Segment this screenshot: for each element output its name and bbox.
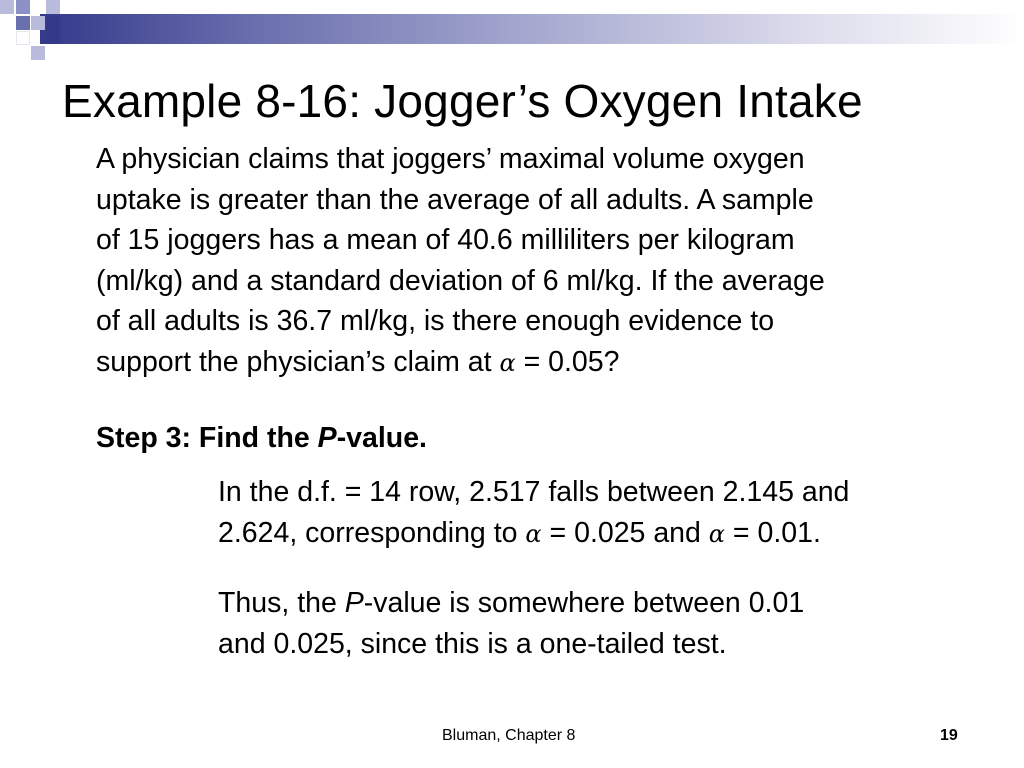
header-gradient-bar bbox=[40, 14, 1024, 44]
footer-source: Bluman, Chapter 8 bbox=[442, 727, 576, 744]
page-number: 19 bbox=[940, 727, 958, 744]
problem-line-4: (ml/kg) and a standard deviation of 6 ml/kg. If the average bbox=[96, 264, 825, 297]
detail-2-line-1 bbox=[218, 583, 804, 624]
problem-line-6-suffix: = 0.05? bbox=[515, 345, 620, 378]
alpha-symbol: α bbox=[708, 519, 726, 548]
step-heading-suffix: -value. bbox=[336, 422, 427, 454]
problem-line-5: of all adults is 36.7 ml/kg, is there enough evidence to bbox=[96, 305, 775, 337]
decor-square-9 bbox=[31, 46, 45, 60]
detail-2-line-2: and 0.025, since this is a one-tailed test. bbox=[218, 627, 727, 660]
detail-1-line-2-b: = 0.025 and bbox=[541, 516, 709, 549]
decor-square-6 bbox=[31, 16, 45, 30]
problem-line-3: of 15 joggers has a mean of 40.6 milliliters per kilogram bbox=[96, 224, 795, 256]
alpha-symbol: α bbox=[525, 519, 542, 548]
detail-1-line-2 bbox=[218, 513, 849, 555]
detail-2-p: P bbox=[344, 587, 364, 619]
alpha-symbol: α bbox=[499, 348, 516, 377]
problem-line-6 bbox=[96, 342, 996, 384]
detail-1-line-2-a: 2.624, corresponding to bbox=[218, 516, 526, 549]
decor-square-4 bbox=[0, 16, 14, 30]
problem-line-6-prefix: support the physician’s claim at bbox=[96, 345, 500, 378]
detail-2-line-1-b: -value is somewhere between 0.01 bbox=[363, 587, 805, 619]
detail-1-line-1: In the d.f. = 14 row, 2.517 falls between 2.145 and bbox=[218, 476, 850, 508]
decor-square-7 bbox=[46, 16, 60, 44]
problem-line-2: uptake is greater than the average of all adults. A sample bbox=[96, 183, 814, 216]
step-heading-prefix: Step 3: Find the bbox=[96, 422, 318, 454]
detail-2-line-1-a: Thus, the bbox=[218, 587, 345, 619]
problem-statement bbox=[96, 139, 996, 383]
decor-square-5 bbox=[16, 16, 30, 30]
decor-square-1 bbox=[0, 0, 14, 14]
detail-1-line-2-c: = 0.01. bbox=[725, 516, 821, 549]
detail-paragraph-1 bbox=[218, 472, 849, 554]
decor-square-8 bbox=[16, 31, 30, 45]
step-heading bbox=[96, 422, 427, 455]
decor-square-2 bbox=[16, 0, 30, 14]
decor-square-3 bbox=[46, 0, 60, 14]
slide-title: Example 8-16: Jogger’s Oxygen Intake bbox=[62, 75, 863, 127]
detail-paragraph-2 bbox=[218, 583, 804, 664]
step-heading-p: P bbox=[317, 422, 337, 454]
problem-line-1: A physician claims that joggers’ maximal volume oxygen bbox=[96, 143, 805, 175]
